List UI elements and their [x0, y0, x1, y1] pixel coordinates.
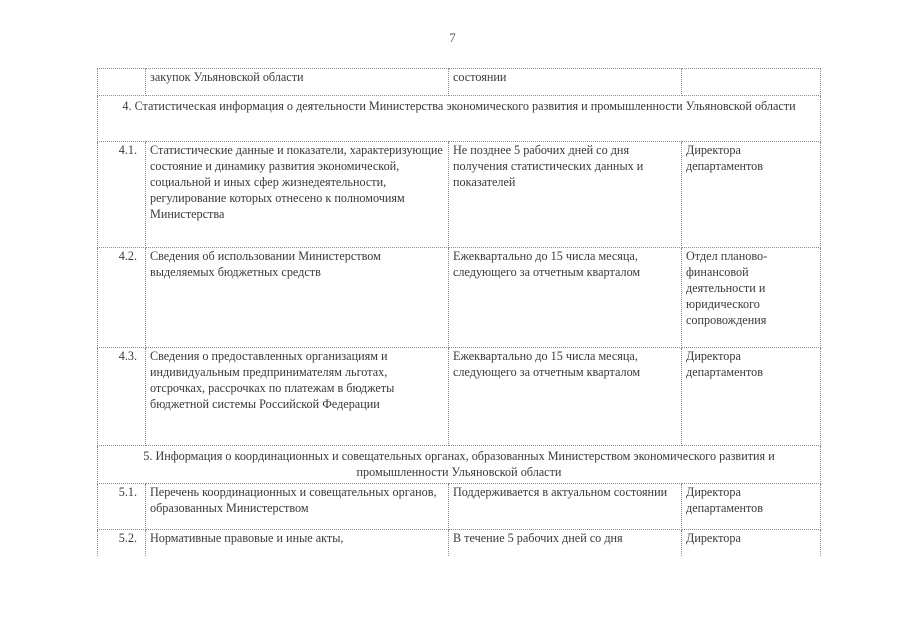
section-header-row — [98, 446, 821, 484]
row-responsible-cell: Отдел планово-финансовой деятельности и юридического сопровождения — [682, 248, 821, 348]
row-period-cell: В течение 5 рабочих дней со дня — [449, 530, 682, 556]
table-row — [98, 530, 821, 556]
row-number-cell — [98, 69, 146, 96]
row-period-cell: состоянии — [449, 69, 682, 96]
table-row — [98, 248, 821, 348]
row-number-cell: 4.3. — [98, 348, 146, 446]
row-responsible-cell: Директора департаментов — [682, 484, 821, 530]
row-name-cell: Сведения об использовании Министерством выделяемых бюджетных средств — [146, 248, 449, 348]
table-row — [98, 484, 821, 530]
row-period-cell: Поддерживается в актуальном состоянии — [449, 484, 682, 530]
row-name-cell: Сведения о предоставленных организациям и индивидуальным предпринимателям льготах, отсрочках, рассрочках по платежам в бюджеты бюджетной системы Российской Федерации — [146, 348, 449, 446]
row-period-cell: Не позднее 5 рабочих дней со дня получения статистических данных и показателей — [449, 142, 682, 248]
row-responsible-cell: Директора департаментов — [682, 348, 821, 446]
section-4-title: 4. Статистическая информация о деятельности Министерства экономического развития и промышленности Ульяновской области — [98, 96, 821, 142]
row-responsible-cell — [682, 69, 821, 96]
table-row — [98, 142, 821, 248]
row-number-cell: 5.2. — [98, 530, 146, 556]
information-table — [97, 68, 821, 556]
row-name-cell: Статистические данные и показатели, характеризующие состояние и динамику развития экономической, социальной и иных сфер жизнедеятельности, регулирование которых отнесено к полномочиям Министерства — [146, 142, 449, 248]
row-period-cell: Ежеквартально до 15 числа месяца, следующего за отчетным кварталом — [449, 248, 682, 348]
section-header-row — [98, 96, 821, 142]
row-number-cell: 5.1. — [98, 484, 146, 530]
row-responsible-cell: Директора департаментов — [682, 142, 821, 248]
row-number-cell: 4.2. — [98, 248, 146, 348]
row-number-cell: 4.1. — [98, 142, 146, 248]
row-responsible-cell: Директора — [682, 530, 821, 556]
row-name-cell: закупок Ульяновской области — [146, 69, 449, 96]
row-period-cell: Ежеквартально до 15 числа месяца, следующего за отчетным кварталом — [449, 348, 682, 446]
section-5-title: 5. Информация о координационных и совещательных органах, образованных Министерством экономического развития и промышленности Ульяновской области — [98, 446, 821, 484]
table-row — [98, 69, 821, 96]
page-number: 7 — [449, 30, 456, 45]
row-name-cell: Перечень координационных и совещательных органов, образованных Министерством — [146, 484, 449, 530]
table-row — [98, 348, 821, 446]
row-name-cell: Нормативные правовые и иные акты, — [146, 530, 449, 556]
